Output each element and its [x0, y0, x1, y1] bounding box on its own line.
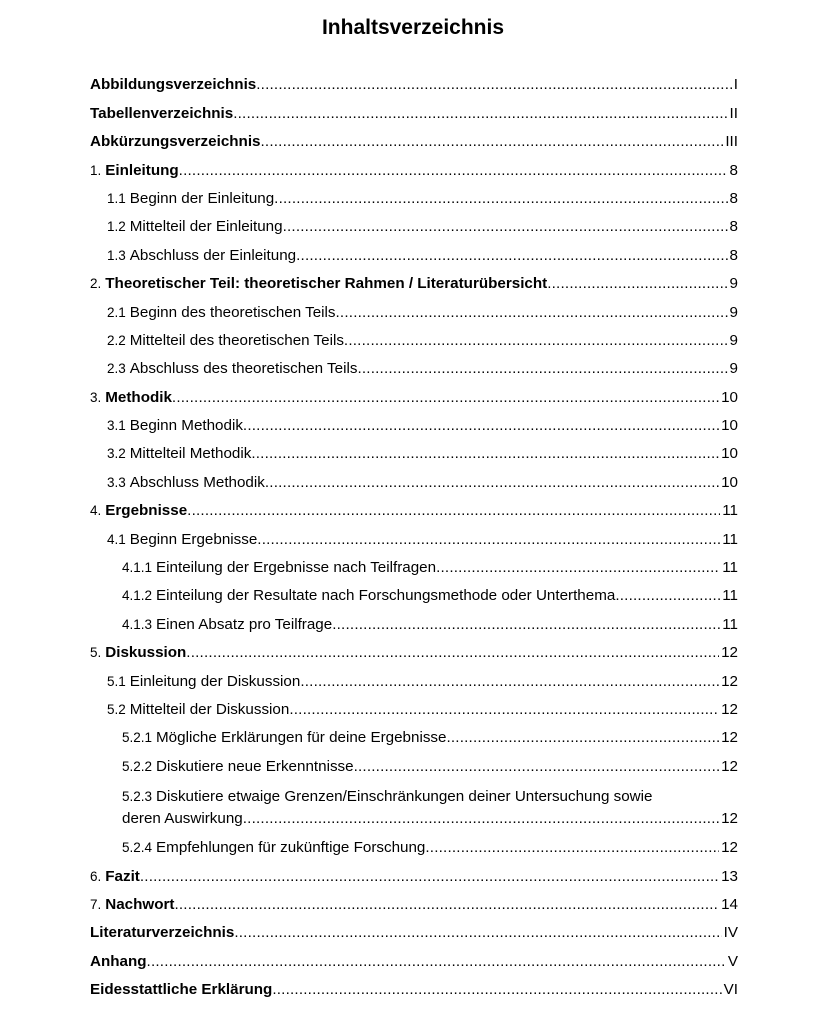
toc-entry-number: 1. [90, 162, 102, 178]
toc-entry-abbildungsverzeichnis[interactable] [0, 69, 826, 97]
toc-entry-text: Tabellenverzeichnis [90, 104, 234, 122]
toc-entry-number: 4.1.2 [122, 588, 153, 604]
toc-entry-text: Beginn der Einleitung [129, 189, 275, 207]
toc-entry-1-2[interactable] [0, 211, 826, 239]
toc-entry-number: 5. [90, 645, 102, 661]
toc-entry-text: Abkürzungsverzeichnis [90, 133, 261, 151]
toc-entry-number: 7. [90, 896, 102, 912]
toc-entry-page: IV [723, 924, 738, 942]
toc-entry-page: 10 [721, 388, 738, 406]
table-of-contents [0, 69, 826, 1002]
toc-entry-page: 8 [729, 246, 738, 264]
toc-entry-text: Eidesstattliche Erklärung [90, 981, 273, 999]
toc-entry-text: Mittelteil der Einleitung [129, 218, 283, 236]
toc-entry-tabellenverzeichnis[interactable] [0, 97, 826, 125]
toc-entry-page: 9 [729, 275, 738, 293]
toc-entry-page: I [733, 76, 738, 94]
toc-entry-5-1[interactable] [0, 665, 826, 693]
toc-entry-number: 3.3 [107, 474, 126, 490]
toc-entry-text: Literaturverzeichnis [90, 924, 235, 942]
toc-entry-4-1-1[interactable] [0, 552, 826, 580]
toc-entry-page: 14 [721, 895, 738, 913]
toc-entry-text: Abschluss der Einleitung [129, 246, 297, 264]
toc-entry-page: 11 [722, 615, 738, 633]
toc-entry-number: 3.2 [107, 446, 126, 462]
toc-entry-1-3[interactable] [0, 239, 826, 267]
toc-entry-2-3[interactable] [0, 353, 826, 381]
toc-entry-nachwort[interactable] [0, 889, 826, 917]
toc-entry-3-2[interactable] [0, 438, 826, 466]
toc-entry-page: V [727, 952, 738, 970]
toc-entry-page: 9 [729, 360, 738, 378]
toc-entry-number: 1.1 [107, 190, 126, 206]
toc-entry-text: Abschluss des theoretischen Teils [129, 360, 358, 378]
toc-entry-literaturverzeichnis[interactable] [0, 917, 826, 945]
toc-entry-page: 11 [722, 530, 738, 548]
toc-entry-number: 6. [90, 868, 102, 884]
toc-entry-theoretischer-teil[interactable] [0, 268, 826, 296]
toc-entry-text: Einteilung der Resultate nach Forschungsmethode oder Unterthema [156, 587, 616, 605]
toc-entry-page: 12 [721, 672, 738, 690]
toc-entry-text: Anhang [90, 952, 147, 970]
toc-entry-ergebnisse[interactable] [0, 495, 826, 523]
toc-entry-text: Diskussion [105, 644, 187, 662]
toc-entry-page: 11 [722, 502, 738, 520]
toc-entry-number: 2.2 [107, 332, 126, 348]
toc-entry-number: 5.1 [107, 673, 126, 689]
toc-entry-page: 13 [721, 867, 738, 885]
toc-entry-text: Einleitung der Diskussion [129, 672, 301, 690]
toc-entry-page: 10 [721, 473, 738, 491]
toc-entry-page: 12 [721, 809, 738, 827]
toc-entry-number: 2.1 [107, 304, 126, 320]
toc-entry-abkuerzungsverzeichnis[interactable] [0, 126, 826, 154]
toc-entry-text: Einleitung [105, 161, 179, 179]
toc-entry-number: 4.1.3 [122, 616, 153, 632]
toc-entry-page: 10 [721, 445, 738, 463]
toc-entry-page: 12 [721, 729, 738, 747]
toc-entry-number: 5.2.3 [122, 788, 153, 804]
page-title: Inhaltsverzeichnis [321, 16, 505, 39]
toc-entry-4-1[interactable] [0, 523, 826, 551]
toc-entry-text: Diskutiere etwaige Grenzen/Einschränkungen deiner Untersuchung sowie [156, 787, 653, 805]
toc-entry-page: VI [723, 981, 738, 999]
toc-entry-text: Mittelteil des theoretischen Teils [129, 331, 344, 349]
toc-entry-text: Ergebnisse [105, 502, 188, 520]
toc-entry-page: 8 [729, 189, 738, 207]
toc-entry-number: 2. [90, 276, 102, 292]
toc-entry-text-continued: deren Auswirkung [122, 809, 243, 827]
toc-entry-text: Fazit [105, 867, 140, 885]
toc-entry-5-2-4[interactable] [0, 832, 826, 860]
toc-entry-text: Mögliche Erklärungen für deine Ergebnisse [156, 729, 447, 747]
toc-entry-text: Mittelteil Methodik [129, 445, 252, 463]
toc-entry-3-3[interactable] [0, 466, 826, 494]
toc-entry-text: Beginn des theoretischen Teils [129, 303, 336, 321]
toc-entry-diskussion[interactable] [0, 637, 826, 665]
toc-entry-eidesstattliche-erklaerung[interactable] [0, 974, 826, 1002]
toc-entry-page: 10 [721, 417, 738, 435]
toc-entry-1-1[interactable] [0, 183, 826, 211]
toc-entry-methodik[interactable] [0, 381, 826, 409]
toc-entry-text: Theoretischer Teil: theoretischer Rahmen / Literaturübersicht [105, 275, 548, 293]
toc-entry-2-2[interactable] [0, 325, 826, 353]
toc-entry-2-1[interactable] [0, 296, 826, 324]
toc-entry-text: Nachwort [105, 895, 175, 913]
toc-entry-number: 3. [90, 389, 102, 405]
toc-entry-text: Diskutiere neue Erkenntnisse [156, 757, 354, 775]
toc-entry-page: 12 [721, 839, 738, 857]
toc-entry-number: 5.2 [107, 701, 126, 717]
toc-entry-page: 8 [729, 161, 738, 179]
toc-entry-einleitung[interactable] [0, 154, 826, 182]
toc-entry-4-1-3[interactable] [0, 608, 826, 636]
toc-entry-number: 1.2 [107, 219, 126, 235]
toc-entry-fazit[interactable] [0, 860, 826, 888]
toc-entry-number: 5.2.4 [122, 840, 153, 856]
toc-entry-page: 11 [722, 559, 738, 577]
toc-entry-text: Abbildungsverzeichnis [90, 76, 257, 94]
toc-entry-number: 4.1 [107, 531, 126, 547]
toc-entry-5-2-2[interactable] [0, 750, 826, 778]
toc-entry-page: 8 [729, 218, 738, 236]
toc-entry-4-1-2[interactable] [0, 580, 826, 608]
toc-entry-text: Einteilung der Ergebnisse nach Teilfragen [156, 559, 437, 577]
toc-entry-page: 11 [722, 587, 738, 605]
toc-entry-text: Einen Absatz pro Teilfrage [156, 615, 333, 633]
toc-entry-page: II [729, 104, 738, 122]
toc-entry-number: 1.3 [107, 247, 126, 263]
toc-entry-page: III [725, 133, 738, 151]
toc-entry-anhang[interactable] [0, 945, 826, 973]
toc-entry-page: 9 [729, 303, 738, 321]
toc-entry-page: 12 [721, 644, 738, 662]
toc-entry-page: 12 [721, 700, 738, 718]
toc-entry-5-2-3[interactable] [0, 779, 826, 832]
toc-entry-text: Abschluss Methodik [129, 473, 265, 491]
toc-entry-page: 12 [721, 757, 738, 775]
toc-entry-text: Methodik [105, 388, 172, 406]
toc-entry-5-2[interactable] [0, 694, 826, 722]
toc-entry-text: Beginn Methodik [129, 417, 243, 435]
toc-entry-page: 9 [729, 331, 738, 349]
toc-entry-text: Empfehlungen für zukünftige Forschung [156, 839, 426, 857]
toc-entry-5-2-1[interactable] [0, 722, 826, 750]
toc-entry-number: 4.1.1 [122, 560, 153, 576]
toc-entry-text: Beginn Ergebnisse [129, 530, 258, 548]
toc-entry-number: 3.1 [107, 418, 126, 434]
toc-entry-number: 4. [90, 503, 102, 519]
toc-entry-3-1[interactable] [0, 410, 826, 438]
toc-entry-text: Mittelteil der Diskussion [129, 700, 290, 718]
toc-entry-number: 2.3 [107, 361, 126, 377]
toc-entry-number: 5.2.1 [122, 730, 153, 746]
toc-entry-number: 5.2.2 [122, 758, 153, 774]
